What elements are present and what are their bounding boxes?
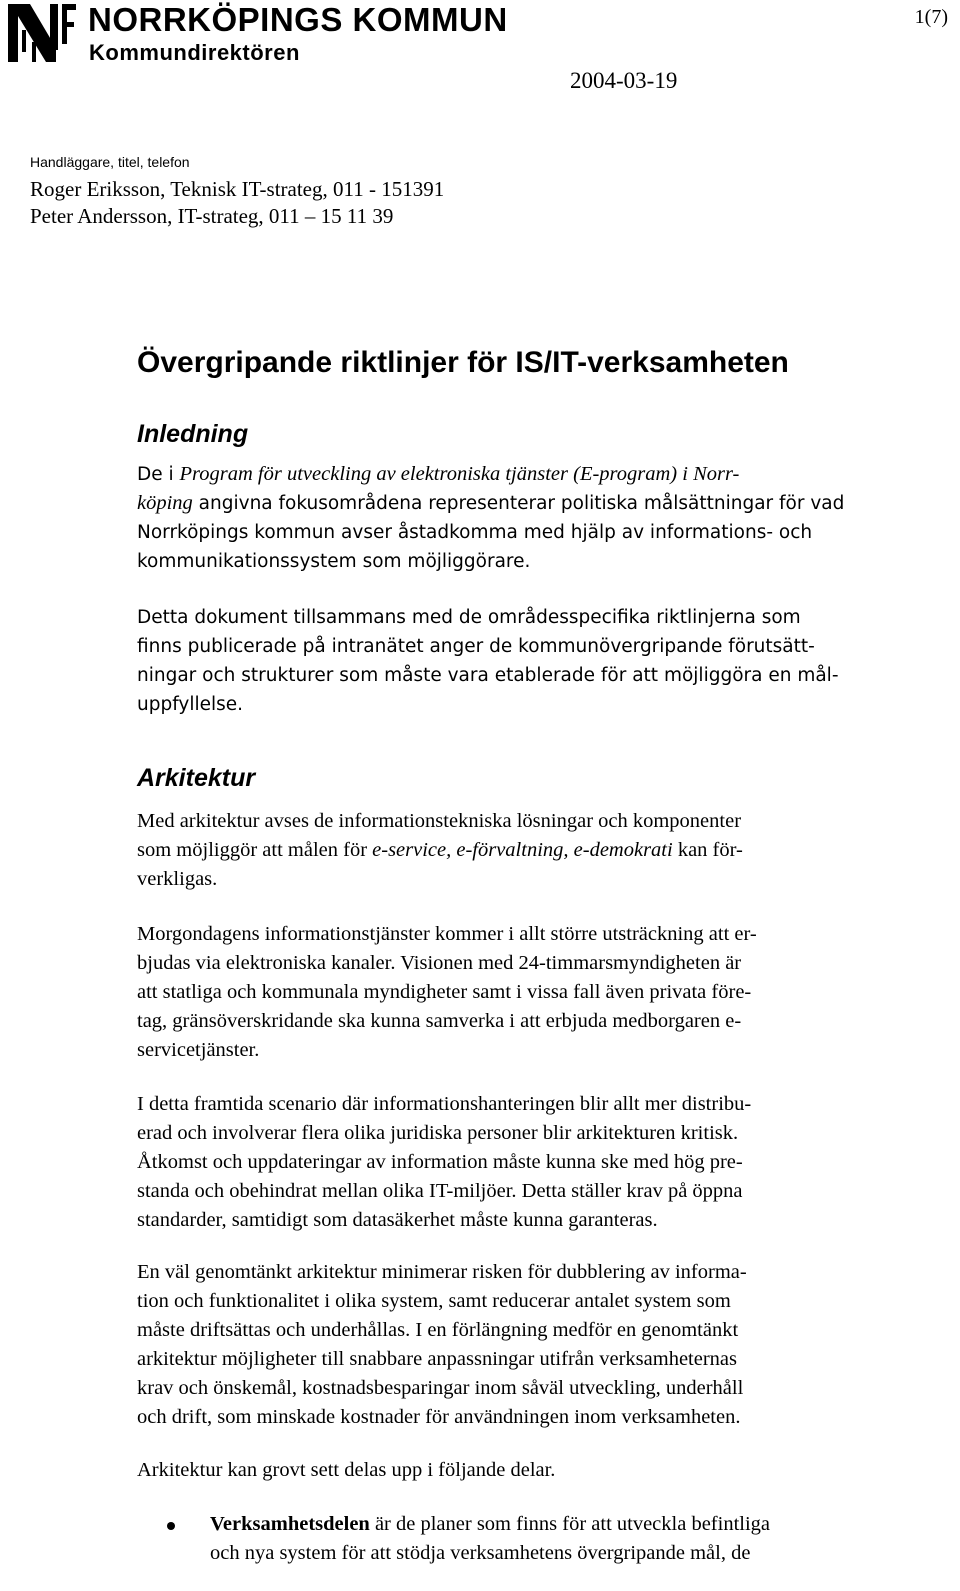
text-run: är de planer som finns för att utveckla befintliga [369, 1513, 771, 1535]
paragraph-line: Detta dokument tillsammans med de områdesspecifika riktlinjerna som [137, 607, 801, 628]
paragraph-line: tag, gränsöverskridande ska kunna samverka i att erbjuda medborgaren e- [137, 1010, 742, 1032]
text-run: kan för- [672, 839, 743, 861]
paragraph-line: servicetjänster. [137, 1039, 260, 1061]
paragraph-line: arkitektur möjligheter till snabbare anpassningar utifrån verksamheternas [137, 1348, 737, 1370]
department-name: Kommundirektören [89, 40, 300, 65]
paragraph-architecture-definition [137, 807, 897, 894]
paragraph-line: finns publicerade på intranätet anger de kommunövergripande förutsätt- [137, 636, 815, 657]
text-run: De i [137, 464, 180, 485]
paragraph-line: Morgondagens informationstjänster kommer i allt större utsträckning att er- [137, 923, 757, 945]
paragraph-architecture-benefits [137, 1258, 897, 1432]
paragraph-line: kommunikationssystem som möjliggörare. [137, 551, 531, 572]
paragraph-line: Åtkomst och uppdateringar av information måste kunna ske med hög pre- [137, 1151, 743, 1173]
paragraph-line: krav och önskemål, kostnadsbesparingar inom såväl utveckling, underhåll [137, 1377, 744, 1399]
section-heading-arkitektur: Arkitektur [137, 764, 256, 792]
paragraph-line: Norrköpings kommun avser åstadkomma med hjälp av informations- och [137, 522, 813, 543]
paragraph-scope [137, 603, 897, 719]
municipality-logo [6, 2, 78, 64]
paragraph-line: tion och funktionalitet i olika system, samt reducerar antalet system som [137, 1290, 731, 1312]
paragraph-line: Med arkitektur avses de informationstekniska lösningar och komponenter [137, 810, 742, 832]
program-name-emphasis: Program för utveckling av elektroniska tjänster (E-program) i Norr- [179, 463, 740, 485]
paragraph-future-scenario [137, 1090, 897, 1235]
paragraph-line [137, 836, 897, 865]
document-date: 2004-03-19 [570, 68, 678, 93]
paragraph-line: En väl genomtänkt arkitektur minimerar risken för dubblering av informa- [137, 1261, 747, 1283]
text-run: angivna fokusområdena representerar politiska målsättningar för vad [192, 493, 845, 514]
section-heading-inledning: Inledning [137, 420, 249, 448]
paragraph-line [210, 1510, 770, 1539]
paragraph-line: att statliga och kommunala myndigheter samt i vissa fall även privata före- [137, 981, 752, 1003]
paragraph-line: måste driftsättas och underhållas. I en förlängning medför en genomtänkt [137, 1319, 739, 1341]
paragraph-architecture-parts: Arkitektur kan grovt sett delas upp i följande delar. [137, 1459, 556, 1481]
page-number: 1(7) [914, 6, 948, 28]
paragraph-line: standa och obehindrat mellan olika IT-miljöer. Detta ställer krav på öppna [137, 1180, 743, 1202]
paragraph-line: bjudas via elektroniska kanaler. Visionen med 24-timmarsmyndigheten är [137, 952, 742, 974]
bullet-icon [167, 1522, 175, 1530]
paragraph-line [137, 489, 897, 518]
paragraph-line: I detta framtida scenario där informationshanteringen blir allt mer distribu- [137, 1093, 752, 1115]
paragraph-line: verkligas. [137, 868, 218, 890]
paragraph-line: uppfyllelse. [137, 694, 244, 715]
text-run: som möjliggör att målen för [137, 839, 373, 861]
services-emphasis: e-service, e-förvaltning, e-demokrati [372, 839, 673, 861]
paragraph-line: ningar och strukturer som måste vara etablerade för att möjliggöra en mål- [137, 665, 839, 686]
contact-line: Roger Eriksson, Teknisk IT-strateg, 011 - 151391 [30, 177, 445, 201]
list-item-term: Verksamhetsdelen [210, 1513, 370, 1535]
program-name-emphasis: köping [137, 492, 193, 514]
paragraph-line: erad och involverar flera olika juridiska personer blir arkitekturen kritisk. [137, 1122, 739, 1144]
document-title: Övergripande riktlinjer för IS/IT-verksamheten [137, 346, 789, 379]
paragraph-future-services [137, 920, 897, 1065]
list-item-text [210, 1510, 770, 1568]
paragraph-line: och drift, som minskade kostnader för användningen inom verksamheten. [137, 1406, 741, 1428]
paragraph-intro [137, 460, 897, 576]
paragraph-line: och nya system för att stödja verksamhetens övergripande mål, de [210, 1542, 751, 1564]
paragraph-line: standarder, samtidigt som datasäkerhet måste kunna garanteras. [137, 1209, 658, 1231]
contact-line: Peter Andersson, IT-strateg, 011 – 15 11 39 [30, 204, 394, 228]
logo-n-icon [6, 2, 78, 64]
organization-name: NORRKÖPINGS KOMMUN [88, 1, 508, 38]
contacts-label: Handläggare, titel, telefon [30, 154, 190, 170]
paragraph-line [137, 460, 897, 489]
